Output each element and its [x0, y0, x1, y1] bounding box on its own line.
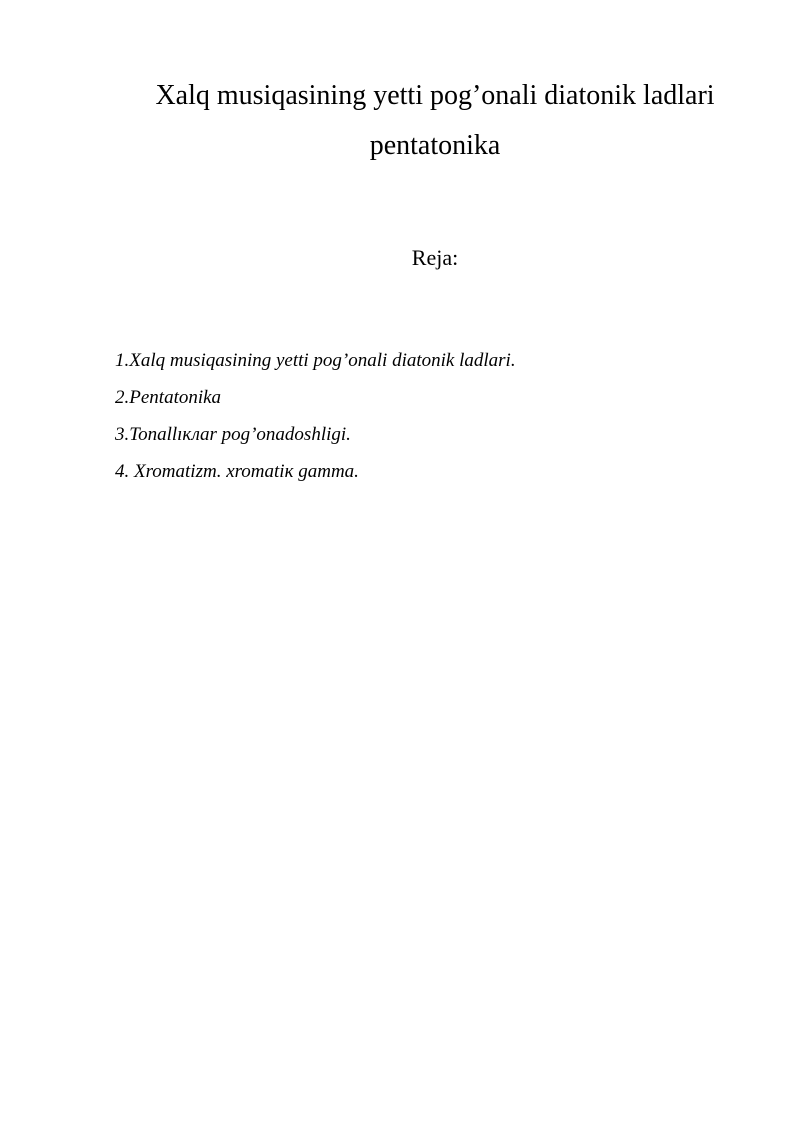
plan-item-3: 3.Tonallıклar pog’onadoshligi. [115, 424, 351, 445]
document-title-line-2: pentatonika [369, 130, 501, 161]
plan-heading: Reja: [411, 245, 459, 270]
plan-item-1: 1.Xalq musiqasining yetti pog’onali diatonik ladlari. [115, 350, 516, 371]
plan-item-2: 2.Pentatonika [115, 387, 222, 408]
document-title-line-1: Xalq musiqasining yetti pog’onali diatonik ladlari [155, 80, 715, 111]
plan-list [115, 350, 516, 498]
plan-item-4: 4. Xromatizm. xromatiк gamma. [115, 461, 359, 482]
